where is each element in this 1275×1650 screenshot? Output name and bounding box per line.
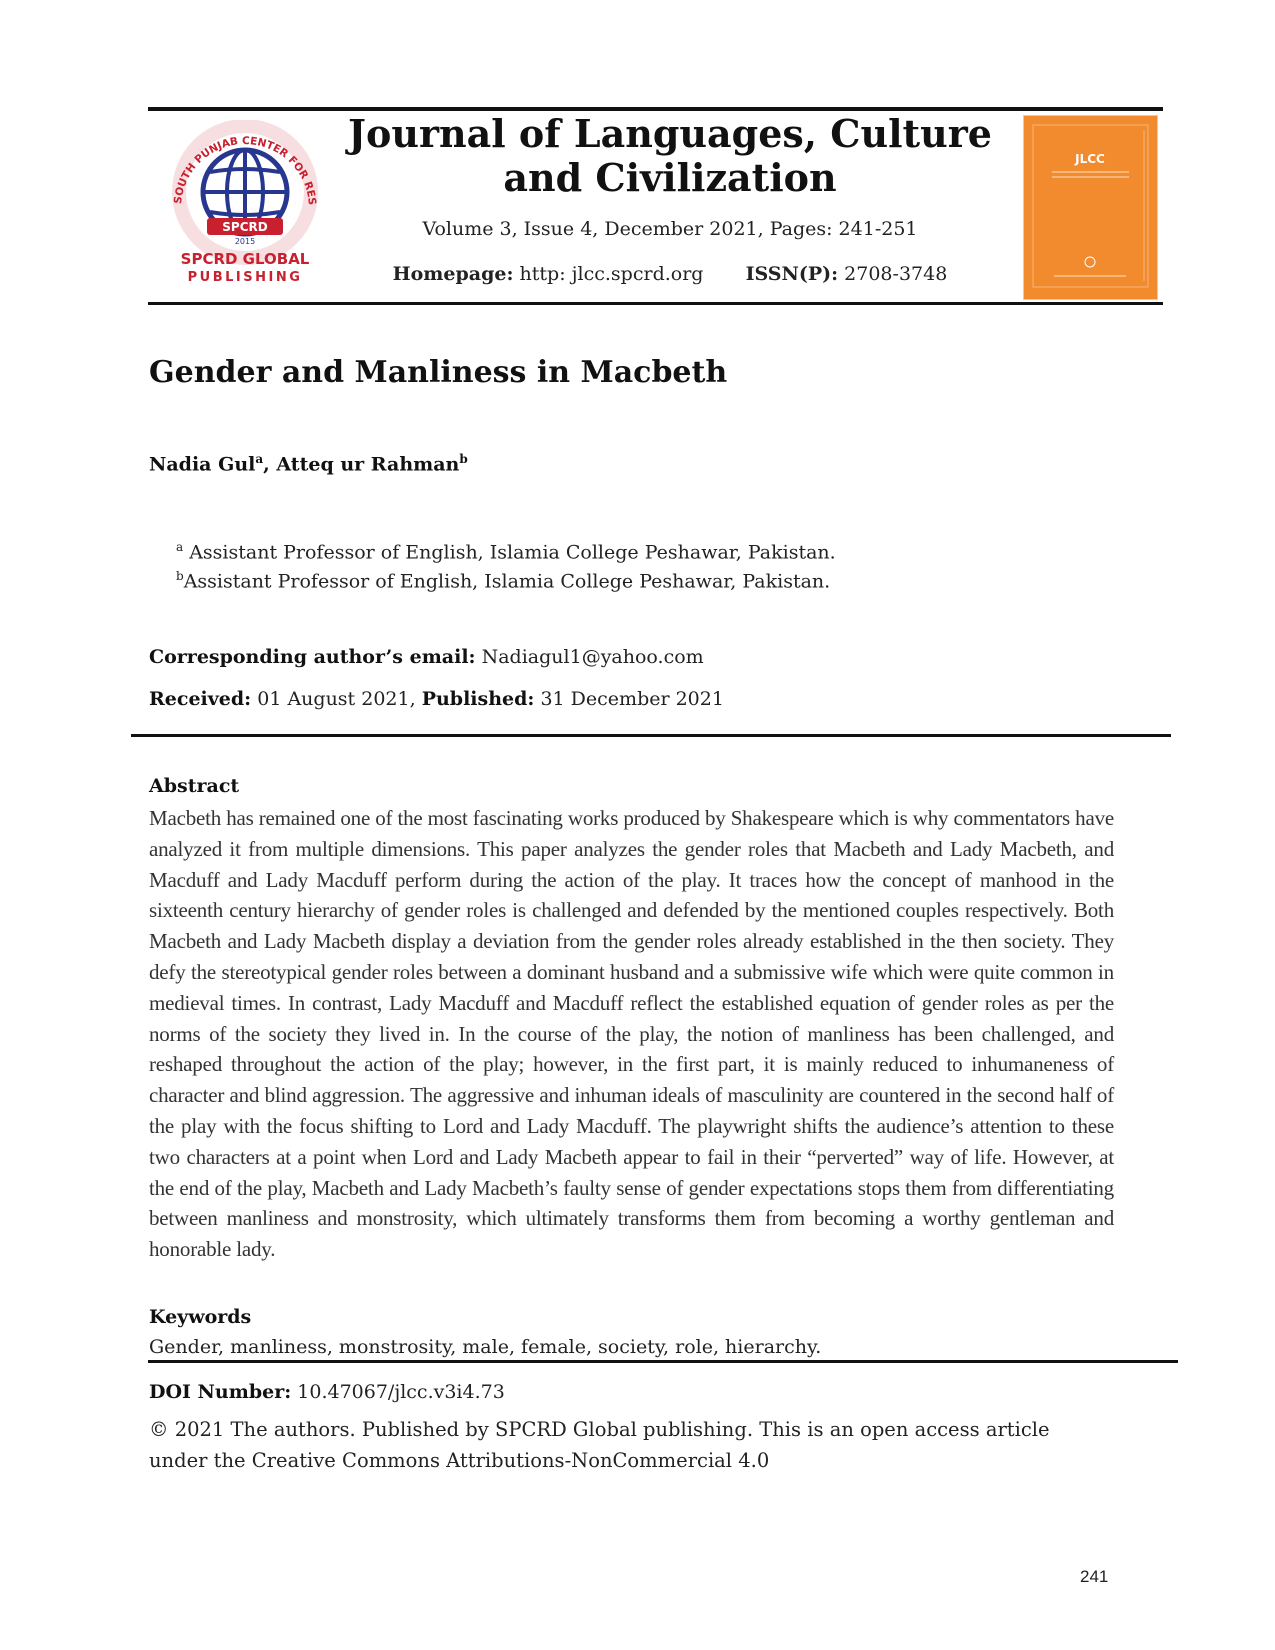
volume-info: Volume 3, Issue 4, December 2021, Pages: 241-251 — [422, 218, 918, 240]
abstract-text: Macbeth has remained one of the most fascinating works produced by Shakespeare which is why commentators have analyzed it from multiple dimensions. This paper analyzes the gender roles that Macbeth and Lady Macbeth, and Macduff and Lady Macduff perform during the action of the play. It traces how the concept of manhood in the sixteenth century hierarchy of gender roles is challenged and defended by the mentioned couples respectively. Both Macbeth and Lady Macbeth display a deviation from the gender roles already established in the then society. They defy the stereotypical gender roles between a dominant husband and a submissive wife which were quite common in medieval times. In contrast, Lady Macduff and Macduff reflect the established equation of gender roles as per the norms of the society they lived in. In the course of the play, the notion of manliness has been challenged, and reshaped throughout the action of the play; however, in the first part, it is mainly reduced to inhumaneness of character and blind aggression. The aggressive and inhuman ideals of masculinity are countered in the second half of the play with the focus shifting to Lord and Lady Macduff. The playwright shifts the audience’s attention to these two characters at a point when Lord and Lady Macbeth appear to fail in their “perverted” way of life. However, at the end of the play, Macbeth and Lady Macbeth’s faulty sense of gender expectations stops them from differentiating between manliness and monstrosity, which ultimately transforms them from becoming a worthy gentleman and honorable lady. — [149, 806, 1114, 1262]
author-name: Nadia Gul — [149, 453, 256, 476]
corresponding-email-line — [149, 646, 704, 668]
affiliation-text: Assistant Professor of English, Islamia College Peshawar, Pakistan. — [183, 570, 831, 593]
published-label: Published: — [421, 688, 535, 710]
page-number: 241 — [1080, 1567, 1109, 1586]
received-label: Received: — [149, 688, 252, 710]
logo-ring-text: SOUTH PUNJAB CENTER FOR RES — [172, 134, 319, 206]
email-link[interactable]: Nadiagul1@yahoo.com — [481, 646, 704, 668]
doi-line — [149, 1381, 505, 1403]
doi-label: DOI Number: — [149, 1381, 292, 1403]
section-divider — [131, 734, 1171, 737]
logo-year: 2015 — [234, 237, 256, 246]
paper-title: Gender and Manliness in Macbeth — [149, 355, 728, 390]
author-affil-mark: b — [459, 452, 468, 466]
homepage-link[interactable]: http: jlcc.spcrd.org — [519, 263, 704, 285]
affiliation-text: Assistant Professor of English, Islamia College Peshawar, Pakistan. — [183, 541, 836, 564]
author-affil-mark: a — [255, 452, 264, 466]
section-divider — [148, 1360, 1178, 1363]
copyright-notice: © 2021 The authors. Published by SPCRD Global publishing. This is an open access article under the Creative Commons Attributions-NonCommercial 4.0 — [149, 1418, 1050, 1472]
received-date: 01 August 2021, — [257, 688, 416, 710]
cover-title: JLCC — [1075, 152, 1105, 166]
spcrd-logo — [165, 120, 325, 285]
issn-value: 2708-3748 — [844, 263, 948, 285]
affiliation — [176, 569, 830, 592]
affiliation-mark: b — [176, 569, 184, 583]
dates-line — [149, 688, 724, 710]
homepage-line — [340, 263, 1000, 285]
logo-publisher-line2: PUBLISHING — [187, 270, 303, 285]
homepage-label: Homepage: — [392, 263, 514, 285]
author-separator: , — [263, 453, 277, 476]
email-label: Corresponding author’s email: — [149, 646, 476, 668]
published-date: 31 December 2021 — [540, 688, 724, 710]
journal-cover-image — [1023, 115, 1158, 300]
logo-publisher-line1: SPCRD GLOBAL — [180, 250, 310, 268]
doi-value[interactable]: 10.47067/jlcc.v3i4.73 — [297, 1381, 505, 1403]
author-list — [149, 452, 468, 475]
abstract-heading: Abstract — [149, 775, 240, 797]
affiliation — [176, 540, 836, 563]
header-bottom-rule — [148, 302, 1163, 305]
affiliation-mark: a — [176, 540, 184, 554]
journal-title-line1: Journal of Languages, Culture — [348, 111, 992, 156]
author-name: Atteq ur Rahman — [276, 453, 460, 476]
issn-label: ISSN(P): — [745, 263, 839, 285]
keywords-text: Gender, manliness, monstrosity, male, female, society, role, hierarchy. — [149, 1336, 822, 1358]
journal-title-line2: and Civilization — [503, 155, 837, 200]
logo-badge: SPCRD — [222, 220, 268, 234]
journal-title — [340, 112, 1000, 200]
keywords-heading: Keywords — [149, 1306, 252, 1328]
